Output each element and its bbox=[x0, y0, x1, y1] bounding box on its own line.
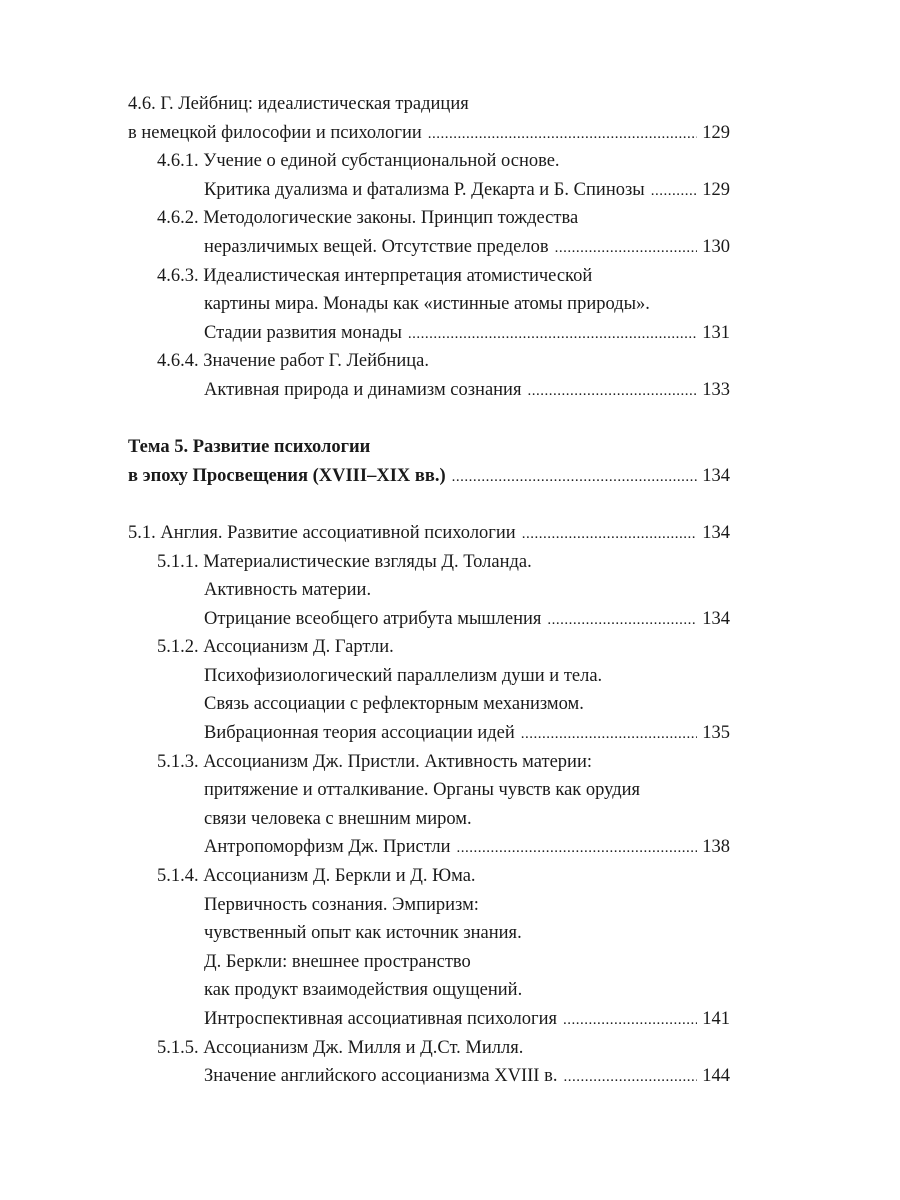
dot-leader bbox=[522, 520, 698, 549]
toc-entry-text: 5.1.2. Ассоцианизм Д. Гартли. bbox=[157, 637, 394, 658]
toc-entry-5-1-4-continued bbox=[128, 919, 730, 948]
toc-entry-text: 4.6. Г. Лейбниц: идеалистическая традиция bbox=[128, 94, 469, 114]
toc-entry-5-1-2-title bbox=[128, 633, 730, 662]
toc-entry-5-1-3-continued bbox=[128, 805, 730, 834]
toc-entry-5-1-3-title bbox=[128, 748, 730, 777]
toc-entry-text: 5.1. Англия. Развитие ассоциативной психологии bbox=[128, 522, 516, 543]
toc-page-number: 134 bbox=[702, 608, 730, 629]
dot-leader bbox=[527, 377, 697, 406]
toc-entry-5-1-2-continued bbox=[128, 662, 730, 691]
toc-entry-text: Стадии развития монады bbox=[204, 322, 402, 343]
section-spacer bbox=[128, 490, 730, 519]
toc-entry-text: в немецкой философии и психологии bbox=[128, 122, 422, 143]
toc-page-number: 135 bbox=[702, 723, 730, 744]
toc-entry-4-6-4-title bbox=[128, 347, 730, 376]
table-of-contents bbox=[128, 90, 730, 1091]
toc-page-number: 130 bbox=[702, 236, 730, 257]
toc-page-number: 134 bbox=[702, 522, 730, 543]
toc-entry-text: 4.6.2. Методологические законы. Принцип тождества bbox=[157, 208, 579, 229]
dot-leader bbox=[555, 234, 698, 263]
toc-entry-5-1-5 bbox=[128, 1062, 730, 1091]
dot-leader bbox=[456, 834, 697, 863]
toc-chapter-5-title bbox=[128, 433, 730, 462]
toc-entry-text: 4.6.3. Идеалистическая интерпретация атомистической bbox=[157, 265, 593, 286]
toc-entry-text: картины мира. Монады как «истинные атомы природы». bbox=[204, 294, 650, 315]
toc-entry-4-6-3-title bbox=[128, 262, 730, 291]
toc-entry-text: 5.1.3. Ассоцианизм Дж. Пристли. Активность материи: bbox=[157, 751, 592, 772]
toc-entry-text: связи человека с внешним миром. bbox=[204, 808, 472, 829]
toc-entry-5-1-1-continued bbox=[128, 576, 730, 605]
toc-entry-5-1-1 bbox=[128, 605, 730, 634]
toc-chapter-text: Тема 5. Развитие психологии bbox=[128, 437, 371, 458]
toc-entry-text: притяжение и отталкивание. Органы чувств как орудия bbox=[204, 780, 641, 801]
toc-entry-text: 5.1.1. Материалистические взгляды Д. Толанда. bbox=[157, 551, 532, 572]
toc-entry-5-1-3 bbox=[128, 833, 730, 862]
toc-entry-text: чувственный опыт как источник знания. bbox=[204, 923, 522, 944]
toc-entry-text: 5.1.5. Ассоцианизм Дж. Милля и Д.Ст. Милля. bbox=[157, 1037, 524, 1058]
toc-entry-text: Первичность сознания. Эмпиризм: bbox=[204, 894, 479, 915]
toc-chapter-text: в эпоху Просвещения (XVIII–XIX вв.) bbox=[128, 465, 446, 486]
toc-page-number: 138 bbox=[702, 837, 730, 858]
toc-entry-text: Активность материи. bbox=[204, 580, 372, 601]
toc-entry-4-6-3-continued bbox=[128, 290, 730, 319]
toc-entry-4-6-title bbox=[128, 90, 730, 119]
toc-entry-5-1-1-title bbox=[128, 548, 730, 577]
toc-entry-5-1 bbox=[128, 519, 730, 548]
toc-entry-5-1-4-continued bbox=[128, 948, 730, 977]
toc-entry-4-6 bbox=[128, 119, 730, 148]
toc-entry-text: Критика дуализма и фатализма Р. Декарта и Б. Спинозы bbox=[204, 179, 645, 200]
toc-entry-text: Связь ассоциации с рефлекторным механизмом. bbox=[204, 694, 584, 715]
toc-entry-text: как продукт взаимодействия ощущений. bbox=[204, 980, 523, 1001]
toc-page-number: 134 bbox=[702, 465, 730, 486]
toc-entry-text: Антропоморфизм Дж. Пристли bbox=[204, 837, 451, 858]
toc-entry-5-1-4-continued bbox=[128, 976, 730, 1005]
dot-leader bbox=[408, 320, 697, 349]
toc-entry-text: Д. Беркли: внешнее пространство bbox=[204, 951, 471, 972]
toc-entry-5-1-4-continued bbox=[128, 891, 730, 920]
toc-entry-text: Психофизиологический параллелизм души и тела. bbox=[204, 665, 603, 686]
section-spacer bbox=[128, 405, 730, 434]
toc-entry-5-1-5-title bbox=[128, 1034, 730, 1063]
toc-page-number: 129 bbox=[702, 122, 730, 143]
toc-entry-4-6-1 bbox=[128, 176, 730, 205]
dot-leader bbox=[547, 606, 697, 635]
toc-entry-text: Отрицание всеобщего атрибута мышления bbox=[204, 608, 542, 629]
toc-page-number: 141 bbox=[702, 1009, 730, 1029]
toc-entry-text: Значение английского ассоцианизма XVIII в. bbox=[204, 1066, 558, 1087]
dot-leader bbox=[452, 463, 698, 492]
toc-entry-5-1-4 bbox=[128, 1005, 730, 1034]
toc-entry-4-6-1-title bbox=[128, 147, 730, 176]
toc-chapter-5 bbox=[128, 462, 730, 491]
toc-entry-4-6-3 bbox=[128, 319, 730, 348]
toc-entry-text: неразличимых вещей. Отсутствие пределов bbox=[204, 236, 549, 257]
toc-entry-4-6-2-title bbox=[128, 204, 730, 233]
dot-leader bbox=[563, 1063, 697, 1092]
toc-entry-text: Активная природа и динамизм сознания bbox=[204, 379, 522, 400]
toc-entry-5-1-4-title bbox=[128, 862, 730, 891]
dot-leader bbox=[563, 1006, 697, 1035]
toc-entry-5-1-2-continued bbox=[128, 690, 730, 719]
toc-page-number: 144 bbox=[702, 1066, 730, 1087]
dot-leader bbox=[428, 120, 697, 149]
toc-entry-text: 4.6.1. Учение о единой субстанциональной основе. bbox=[157, 151, 560, 172]
toc-page-number: 131 bbox=[702, 322, 730, 343]
toc-entry-text: 4.6.4. Значение работ Г. Лейбница. bbox=[157, 351, 429, 372]
toc-entry-4-6-2 bbox=[128, 233, 730, 262]
dot-leader bbox=[521, 720, 697, 749]
dot-leader bbox=[651, 177, 698, 206]
toc-entry-4-6-4 bbox=[128, 376, 730, 405]
toc-entry-text: Интроспективная ассоциативная психология bbox=[204, 1009, 557, 1029]
toc-entry-5-1-3-continued bbox=[128, 776, 730, 805]
toc-entry-text: 5.1.4. Ассоцианизм Д. Беркли и Д. Юма. bbox=[157, 866, 476, 887]
toc-entry-5-1-2 bbox=[128, 719, 730, 748]
toc-page-number: 133 bbox=[702, 379, 730, 400]
toc-entry-text: Вибрационная теория ассоциации идей bbox=[204, 723, 515, 744]
toc-page-number: 129 bbox=[702, 179, 730, 200]
